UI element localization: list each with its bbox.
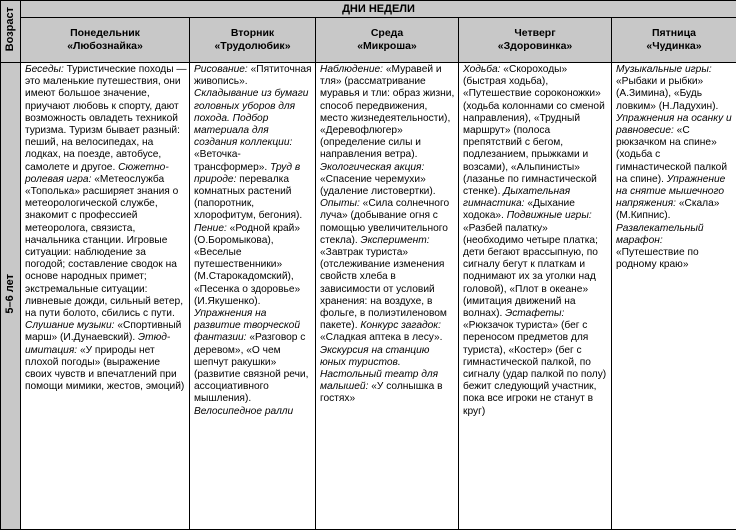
activity-type-label: Упражнение на снятие мышечного напряжения: [616,173,726,210]
days-header-label: ДНИ НЕДЕЛИ [21,1,736,18]
day-subtitle: «Трудолюбик» [214,40,291,52]
activity-description: «Скала» (М.Кипнис). [616,198,720,222]
activity-description: перевалка комнатных растений (папоротник, хлорофитум, бегония). [194,173,303,222]
header-row-days [1,18,736,63]
day-name: Понедельник [70,27,140,39]
age-header-label: Возраст [4,7,17,52]
day-header-wednesday [316,18,459,63]
activity-description: «Спортивный марш» (И.Дунаевский). [25,320,182,344]
activity-type-label: Подвижные игры: [506,210,592,222]
age-group-cell [1,63,21,530]
activity-type-label: Эстафеты: [505,308,565,320]
friday-activities [612,63,736,530]
activity-type-label: Экологическая акция: [320,161,425,173]
activity-description: «Веточка-трансформер». [194,149,271,173]
activity-description: «У солнышка в гостях» [320,381,443,405]
wednesday-activities [316,63,459,530]
activity-description: «Рюкзачок туриста» (бег с переносом предметов для туриста), «Костер» (бег с гимнастической палкой, по сигналу (удар палкой по полу) бежит следующий участник, пока все игроки не станут в круг) [463,320,607,417]
activity-description: Туристические походы — это маленькие путешествия, они имеют большое значение, приучают любовь к спорту, дают возможность овладеть техникой туризма. Туризм бывает разный: пеший, на велосипедах, на лодках, на поезде, автобусе, самолете и другое. [25,64,187,173]
day-subtitle: «Любознайка» [67,40,143,52]
activity-type-label: Пение: [194,222,230,234]
activity-type-label: Беседы: [25,64,67,75]
activity-type-label: Слушание музыки: [25,320,118,332]
day-header-monday [21,18,190,63]
activity-description: «Метеослужба «Тополька» расширяет знания о метеорологической службе, знакомит с профессией метеоролога, связиста, начальника станции. Игровые ситуации: наблюдение за погодой; составление сводок на основе народных примет; экстремальные ситуации: ливневые дожди, сильный ветер, на пути болото, сбились с пути. [25,173,184,320]
activity-type-label: Рисование: [194,64,251,75]
activity-type-label: Велосипедное ралли [194,405,294,417]
day-header-thursday [459,18,612,63]
activity-type-label: Дыхательная гимнастика: [463,186,571,210]
activity-description: «Муравей и тля» (рассматривание муравья и тли: образ жизни, способ передвижения, место жизнедеятельности), «Деревофлюгер» (определение силы и направления ветра). [320,64,455,161]
activity-description: «Разговор с деревом», «О чем шепчут ракушки» (развитие связной речи, ассоциативного мышления). [194,332,309,405]
activity-description: «Скороходы» (быстрая ходьба), «Путешествие сороконожки» (ходьба колоннами со сменой направления), «Трудный маршрут» (полоса препятствий с бегом, подлезанием, прыжками и возсами), «Альпинисты» (лазанье по гимнастической стенке). [463,64,605,198]
activity-description: «Дыхание ходока». [463,198,575,222]
activity-type-label: Упражнения на осанку и равновесие: [616,112,732,137]
activity-description: «С рюкзачком на спине» (ходьба с гимнастической палкой на спине). [616,125,728,185]
day-header-tuesday [190,18,316,63]
day-subtitle: «Здоровинка» [497,40,573,52]
day-name: Среда [370,27,404,39]
activity-type-label: Эксперимент: [360,234,430,246]
activity-type-label: Экскурсия на станцию юных туристов. Настольный театр для малышей: [320,344,439,393]
day-name: Вторник [230,27,275,39]
activity-description: «Спасение черемухи» (удаление листовертки). [320,173,436,198]
thursday-activities [459,63,612,530]
age-header-cell [1,1,21,63]
activity-description: «Завтрак туриста» (отслеживание изменения свойств хлеба в зависимости от условий хранения: на воздухе, в фольге, в полиэтиленовом пакете). [320,247,447,332]
activity-description: «Путешествие по родному краю» [616,247,699,271]
activity-description: «Пятиточная живопись». [194,64,312,88]
activity-type-label: Наблюдение: [320,64,386,75]
activity-description: «Сила солнечного луча» (добывание огня с помощью увеличительного стекла). [320,198,450,246]
activity-type-label: Конкурс загадок: [360,320,441,332]
activity-description: «Рыбаки и рыбки» (А.Зимина), «Будь ловким» (Н.Ладухин). [616,76,719,112]
tuesday-activities [190,63,316,530]
activity-type-label: Опыты: [320,198,363,210]
activity-type-label: Складывание из бумаги головных уборов для похода. Подбор материала для создания коллекции: [194,88,309,149]
age-group-label: 5–6 лет [4,274,17,314]
activity-description: «У природы нет плохой погоды» (выражение своих чувств и впечатлений при помощи мимики, жестов, эмоций) [25,344,185,393]
day-subtitle: «Чудинка» [646,40,702,52]
header-row-top [1,1,736,18]
activity-type-label: Упражнения на развитие творческой фантазии: [194,308,300,344]
activity-type-label: Этюд-имитация: [25,332,171,356]
activity-description: «Сладкая аптека в лесу». [320,332,443,344]
day-name: Четверг [514,27,556,39]
content-row [1,63,736,530]
monday-activities [21,63,190,530]
activity-type-label: Музыкальные игры: [616,64,712,75]
activity-type-label: Труд в природе: [194,161,301,185]
activity-description: «Разбей палатку» (необходимо четыре платка; дети бегают врассыпную, по сигналу бегут к платкам и поднимают их за уголки над головой), «Плот в океане» (имитация движений на волнах). [463,222,598,320]
day-name: Пятница [651,27,697,39]
activity-description: «Родной край» (О.Боромыкова), «Веселые путешественники» (М.Старокадомский), «Песенка о здоровье» (И.Якушенко). [194,222,301,307]
day-header-friday [612,18,736,63]
activity-type-label: Сюжетно-ролевая игра: [25,161,169,185]
activity-type-label: Ходьба: [463,64,504,75]
activity-type-label: Развлекательный марафон: [616,222,704,246]
day-subtitle: «Микроша» [357,40,417,52]
